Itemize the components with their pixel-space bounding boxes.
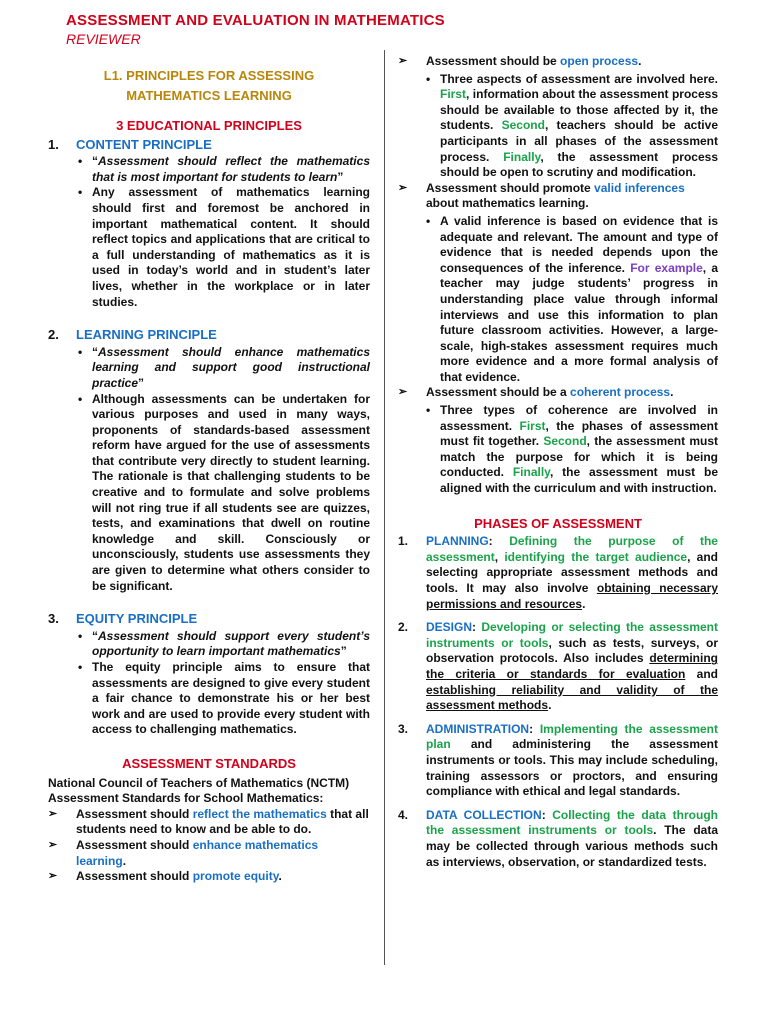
phase-text: , and selecting appropriate assessment methods and tools. It may also involve <box>426 549 718 595</box>
detail-text: , information about the assessment process should be available to those affected by it, the students. <box>440 87 718 133</box>
standard-4-list <box>398 72 718 181</box>
principle-1-body: • Any assessment of mathematics learning should first and foremost be anchored in important mathematical content. It should reflect topics and applications that are critical to a full understanding of mathematics as it is used in today’s world and in student’s later lives, whether in the workplace or in later studies. <box>78 185 370 310</box>
quote-open: “ <box>92 154 98 169</box>
standard-text: Assessment should <box>76 806 193 821</box>
arrow-bullet-icon: ➢ <box>48 870 58 883</box>
principle-1-list <box>48 154 370 310</box>
phase-2-number: 2. <box>398 620 409 635</box>
phase-1-name: PLANNING <box>426 534 489 549</box>
arrow-bullet-icon: ➢ <box>398 386 408 399</box>
standard-text: Assessment should promote <box>426 180 595 195</box>
principle-2-body: • Although assessments can be undertaken for various purposes and used in many ways, proponents of standards-based assessment reform have argued for the use of assessments that contribute very directly to student learning. The rationale is that challenging students to be creative and to formulate and solve problems will not ring true if all students see are quizzes, tests, and examinations that dwell on routine knowledge and skill. Consciously or unconsciously, students use assessments they are given to determine what others consider to be significant. <box>78 392 370 595</box>
right-column <box>398 54 718 870</box>
phase-3-name: ADMINISTRATION <box>426 721 530 736</box>
detail-text: , the assessment must match the purpose for which it is being conducted. <box>440 434 719 480</box>
standard-text: Assessment should <box>76 869 193 884</box>
principle-2-quote <box>78 345 370 392</box>
quote-text: Assessment should enhance mathematics learning and support good instructional practice <box>92 344 370 390</box>
arrow-bullet-icon: ➢ <box>398 181 408 194</box>
phases-heading: PHASES OF ASSESSMENT <box>474 515 642 531</box>
detail-text: Three aspects of assessment are involved here. <box>440 71 718 86</box>
standard-5-detail <box>426 214 718 386</box>
standard-text: . <box>638 54 642 68</box>
first-keyword: First <box>440 87 467 102</box>
standard-5 <box>398 181 718 212</box>
standard-highlight: promote equity <box>192 869 279 884</box>
finally-keyword: Finally <box>503 149 541 164</box>
quote-text: Assessment should reflect the mathematics that is most important for students to learn <box>92 154 370 184</box>
example-keyword: For example <box>630 260 703 275</box>
arrow-bullet-icon: ➢ <box>48 838 58 851</box>
left-column <box>48 66 370 885</box>
quote-close: ” <box>337 169 344 184</box>
column-divider <box>384 50 385 965</box>
principle-2-title: LEARNING PRINCIPLE <box>76 327 217 343</box>
phase-text: , <box>494 549 505 564</box>
quote-close: ” <box>340 644 347 659</box>
standard-text: about mathematics learning. <box>426 196 589 211</box>
standard-highlight: enhance mathematics learning <box>76 837 319 868</box>
phase-3 <box>398 722 718 800</box>
quote-close: ” <box>138 375 145 390</box>
standard-text: Assessment should be a <box>426 385 571 400</box>
phase-text: : <box>541 807 553 822</box>
phase-text: , such as tests, surveys, or observation protocols. Also includes <box>426 635 718 666</box>
detail-text: , the assessment must be aligned with the curriculum and with instruction. <box>440 465 719 496</box>
phase-text: . <box>548 698 552 713</box>
finally-keyword: Finally <box>512 465 550 480</box>
phase-1 <box>398 534 718 612</box>
phase-highlight: Defining the purpose of the assessment <box>426 534 718 564</box>
principle-1-heading <box>48 137 370 153</box>
standard-highlight: valid inferences <box>594 180 685 195</box>
arrow-bullet-icon: ➢ <box>48 807 58 820</box>
principle-3-list <box>48 629 370 738</box>
lesson-title-line2: MATHEMATICS LEARNING <box>126 88 292 103</box>
quote-open: “ <box>92 628 98 643</box>
standard-1 <box>48 807 370 838</box>
principle-1-title: CONTENT PRINCIPLE <box>76 136 212 152</box>
standard-2 <box>48 838 370 869</box>
standard-6-list <box>398 403 718 497</box>
phase-2 <box>398 620 718 714</box>
principle-3-title: EQUITY PRINCIPLE <box>76 611 198 627</box>
phase-3-number: 3. <box>398 721 409 736</box>
first-keyword: First <box>519 418 546 433</box>
standard-6 <box>398 385 718 401</box>
phase-text: : <box>488 534 510 549</box>
phase-text: : <box>529 721 540 736</box>
phase-4-number: 4. <box>398 807 409 822</box>
principle-3-quote <box>78 629 370 660</box>
standard-highlight: open process <box>560 54 639 68</box>
second-keyword: Second <box>543 434 587 449</box>
phase-highlight: Developing or selecting the assessment instruments or tools <box>426 620 718 650</box>
principle-3-heading <box>48 611 370 627</box>
phase-text: . The data may be collected through various methods such as interviews, observation, or standardized tests. <box>426 823 718 869</box>
standard-highlight: reflect the mathematics <box>192 806 327 821</box>
quote-open: “ <box>92 344 98 359</box>
principle-2-number: 2. <box>48 327 59 343</box>
document-subtitle: REVIEWER <box>66 31 141 47</box>
standard-text: Assessment should be <box>426 54 561 68</box>
quote-text: Assessment should support every student’s opportunity to learn important mathematics <box>92 628 370 659</box>
standard-text: . <box>670 385 674 400</box>
standard-5-list <box>398 214 718 386</box>
second-keyword: Second <box>501 118 545 133</box>
phase-text: and administering the assessment instruments or tools. This may include scheduling, training assessors or proctors, and ensuring compliance with ethical and legal standards. <box>426 737 718 799</box>
detail-text: Three types of coherence are involved in assessment. <box>440 403 718 433</box>
principle-3-number: 3. <box>48 611 59 627</box>
phase-text: : <box>472 620 482 635</box>
standard-text: . <box>122 853 127 868</box>
arrow-bullet-icon: ➢ <box>398 55 408 67</box>
standard-4 <box>398 54 718 70</box>
standard-text: that all students need to know and be able to do. <box>76 806 369 837</box>
phase-underline: obtaining necessary permissions and resources <box>426 581 718 611</box>
standard-text: . <box>278 869 282 884</box>
principles-heading: 3 EDUCATIONAL PRINCIPLES <box>116 118 302 133</box>
standard-4-detail <box>426 72 718 181</box>
phase-4-name: DATA COLLECTION <box>426 807 542 822</box>
phase-highlight: identifying the target audience <box>504 549 688 564</box>
standard-highlight: coherent process <box>570 385 671 400</box>
phase-text: . <box>582 596 586 611</box>
standard-6-detail <box>426 403 718 497</box>
phase-4 <box>398 808 718 870</box>
lesson-title-line1: L1. PRINCIPLES FOR ASSESSING <box>103 68 315 83</box>
standards-heading: ASSESSMENT STANDARDS <box>122 755 296 771</box>
principle-2-heading <box>48 327 370 343</box>
detail-text: , the assessment process should be open to scrutiny and modification. <box>440 149 718 180</box>
standard-3 <box>48 869 370 885</box>
standards-intro: National Council of Teachers of Mathematics (NCTM) Assessment Standards for School Mathematics: <box>48 775 350 806</box>
phase-1-number: 1. <box>398 534 409 549</box>
phase-underline: determining the criteria or standards for evaluation <box>426 651 718 681</box>
principle-1-quote <box>78 154 370 185</box>
detail-text: , teachers should be active participants in all phases of the assessment process. <box>440 118 718 164</box>
detail-text: , a teacher may judge students’ progress in understanding place value through informal interviews and use this information to plan future classroom activities. However, a large-scale, high-stakes assessment requires much more evidence and a more formal analysis of that evidence. <box>440 260 719 384</box>
standard-text: Assessment should <box>76 837 193 852</box>
document-header <box>66 12 445 47</box>
phase-highlight: Implementing the assessment plan <box>426 721 718 752</box>
principle-2-list <box>48 345 370 595</box>
phase-highlight: Collecting the data through the assessment instruments or tools <box>426 807 718 838</box>
detail-text: A valid inference is based on evidence that is adequate and relevant. The amount and type of evidence that is needed depends upon the consequences of the inference. <box>440 213 718 275</box>
document-title: ASSESSMENT AND EVALUATION IN MATHEMATICS <box>66 12 445 29</box>
principle-3-body: • The equity principle aims to ensure that assessments are designed to give every student a fair chance to demonstrate his or her best work and are used to provide every student with access to challenging mathematics. <box>78 660 370 738</box>
principle-1-number: 1. <box>48 136 59 152</box>
lesson-title <box>48 66 370 106</box>
detail-text: , the phases of assessment must fit together. <box>440 418 718 449</box>
phase-underline: establishing reliability and validity of the assessment methods <box>426 682 718 713</box>
phase-2-name: DESIGN <box>426 620 473 635</box>
phase-text: and <box>685 666 718 681</box>
